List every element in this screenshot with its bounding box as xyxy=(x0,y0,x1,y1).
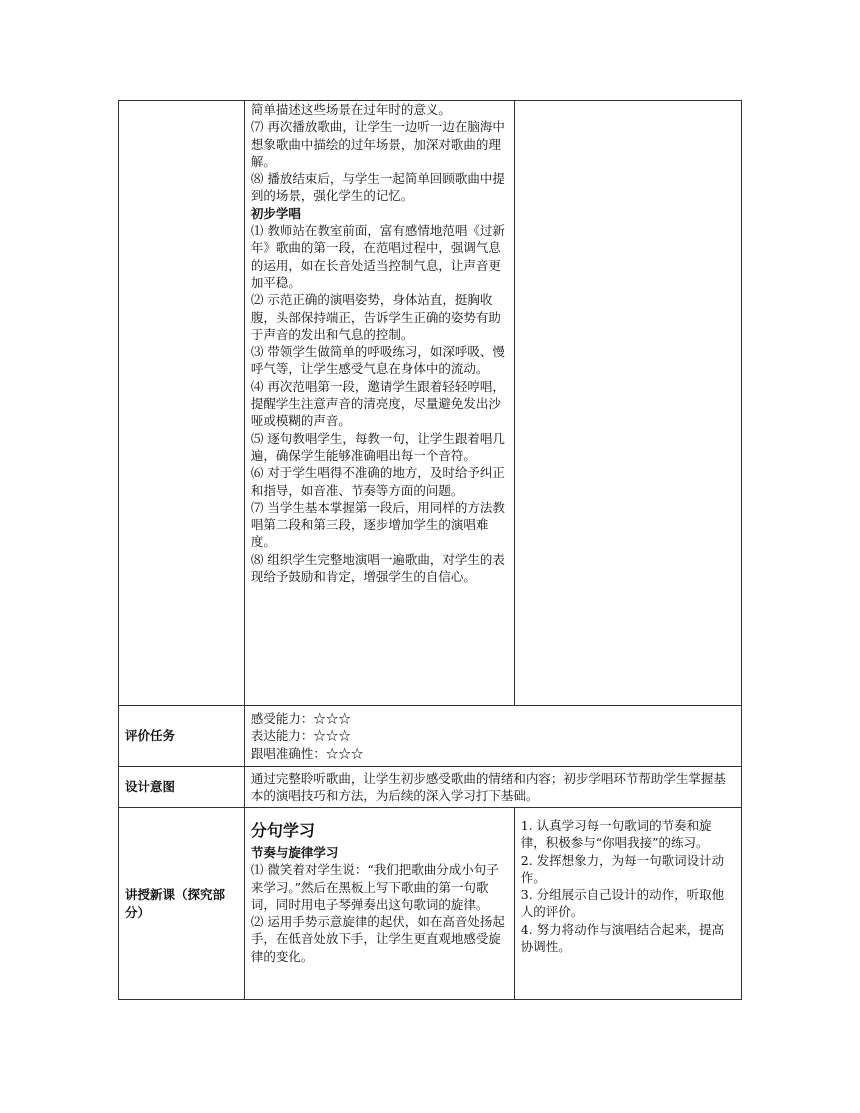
table-row xyxy=(119,767,742,808)
lesson-plan-table xyxy=(118,100,742,1000)
student-item: 3. 分组展示自己设计的动作，听取他人的评价。 xyxy=(520,887,725,920)
paragraph: ⑴ 微笑着对学生说：“我们把歌曲分成小句子来学习。”然后在黑板上写下歌曲的第一句歌词，同时用电子琴弹奏出这句歌词的旋律。 xyxy=(250,862,499,912)
paragraph: ⑵ 示范正确的演唱姿势，身体站直，挺胸收腹，头部保持端正，告诉学生正确的姿势有助于声音的发出和气息的控制。 xyxy=(250,292,501,342)
design-intent-cell: 通过完整聆听歌曲，让学生初步感受歌曲的情绪和内容；初步学唱环节帮助学生掌握基本的演唱技巧和方法，为后续的深入学习打下基础。 xyxy=(244,767,741,808)
paragraph: ⑺ 再次播放歌曲，让学生一边听一边在脑海中想象歌曲中描绘的过年场景，加深对歌曲的理解。 xyxy=(250,119,505,169)
paragraph: ⑸ 逐句教唱学生，每教一句，让学生跟着唱几遍，确保学生能够准确唱出每一个音符。 xyxy=(250,430,505,463)
evaluation-line: 表达能力：☆☆☆ xyxy=(250,728,351,744)
paragraph: ⑻ 组织学生完整地演唱一遍歌曲，对学生的表现给予鼓励和肯定，增强学生的自信心。 xyxy=(250,551,505,585)
paragraph: ⑷ 再次范唱第一段，邀请学生跟着轻轻哼唱，提醒学生注意声音的清亮度，尽量避免发出沙哑或模糊的声音。 xyxy=(250,378,505,429)
evaluation-line: 跟唱准确性：☆☆☆ xyxy=(250,745,364,761)
table-row xyxy=(119,706,742,767)
design-intent-label: 设计意图 xyxy=(119,767,245,808)
table-row xyxy=(119,808,742,1000)
paragraph: ⑻ 播放结束后，与学生一起简单回顾歌曲中提到的场景，强化学生的记忆。 xyxy=(250,171,505,204)
evaluation-cell xyxy=(244,706,741,767)
student-activities-cell xyxy=(514,101,741,706)
paragraph: ⑵ 运用手势示意旋律的起伏，如在高音处扬起手，在低音处放下手，让学生更直观地感受旋律的变化。 xyxy=(250,914,505,964)
paragraph: 简单描述这些场景在过年时的意义。 xyxy=(250,102,451,117)
evaluation-line: 感受能力：☆☆☆ xyxy=(250,711,351,727)
table-row xyxy=(119,101,742,706)
student-item: 1. 认真学习每一句歌词的节奏和旋律，积极参与“你唱我接”的练习。 xyxy=(520,818,712,851)
row-label-empty xyxy=(119,101,245,706)
new-lesson-label: 讲授新课（探究部分） xyxy=(119,808,245,1000)
section-title: 分句学习 xyxy=(250,821,315,840)
section-heading: 初步学唱 xyxy=(250,205,301,221)
teaching-activities-cell xyxy=(244,101,514,706)
section-heading: 节奏与旋律学习 xyxy=(250,845,339,860)
student-item: 4. 努力将动作与演唱结合起来，提高协调性。 xyxy=(520,921,725,955)
paragraph: ⑹ 对于学生唱得不准确的地方，及时给予纠正和指导，如音准、节奏等方面的问题。 xyxy=(250,465,505,498)
new-lesson-teacher-cell xyxy=(244,808,514,1000)
paragraph: ⑶ 带领学生做简单的呼吸练习，如深呼吸、慢呼气等，让学生感受气息在身体中的流动。 xyxy=(250,344,505,377)
paragraph: ⑴ 教师站在教室前面，富有感情地范唱《过新年》歌曲的第一段，在范唱过程中，强调气息的运用，如在长音处适当控制气息，让声音更加平稳。 xyxy=(250,223,505,290)
evaluation-label: 评价任务 xyxy=(119,706,245,767)
student-item: 2. 发挥想象力，为每一句歌词设计动作。 xyxy=(520,852,725,885)
new-lesson-student-cell xyxy=(514,808,741,1000)
paragraph: ⑺ 当学生基本掌握第一段后，用同样的方法教唱第二段和第三段，逐步增加学生的演唱难度。 xyxy=(250,499,505,550)
